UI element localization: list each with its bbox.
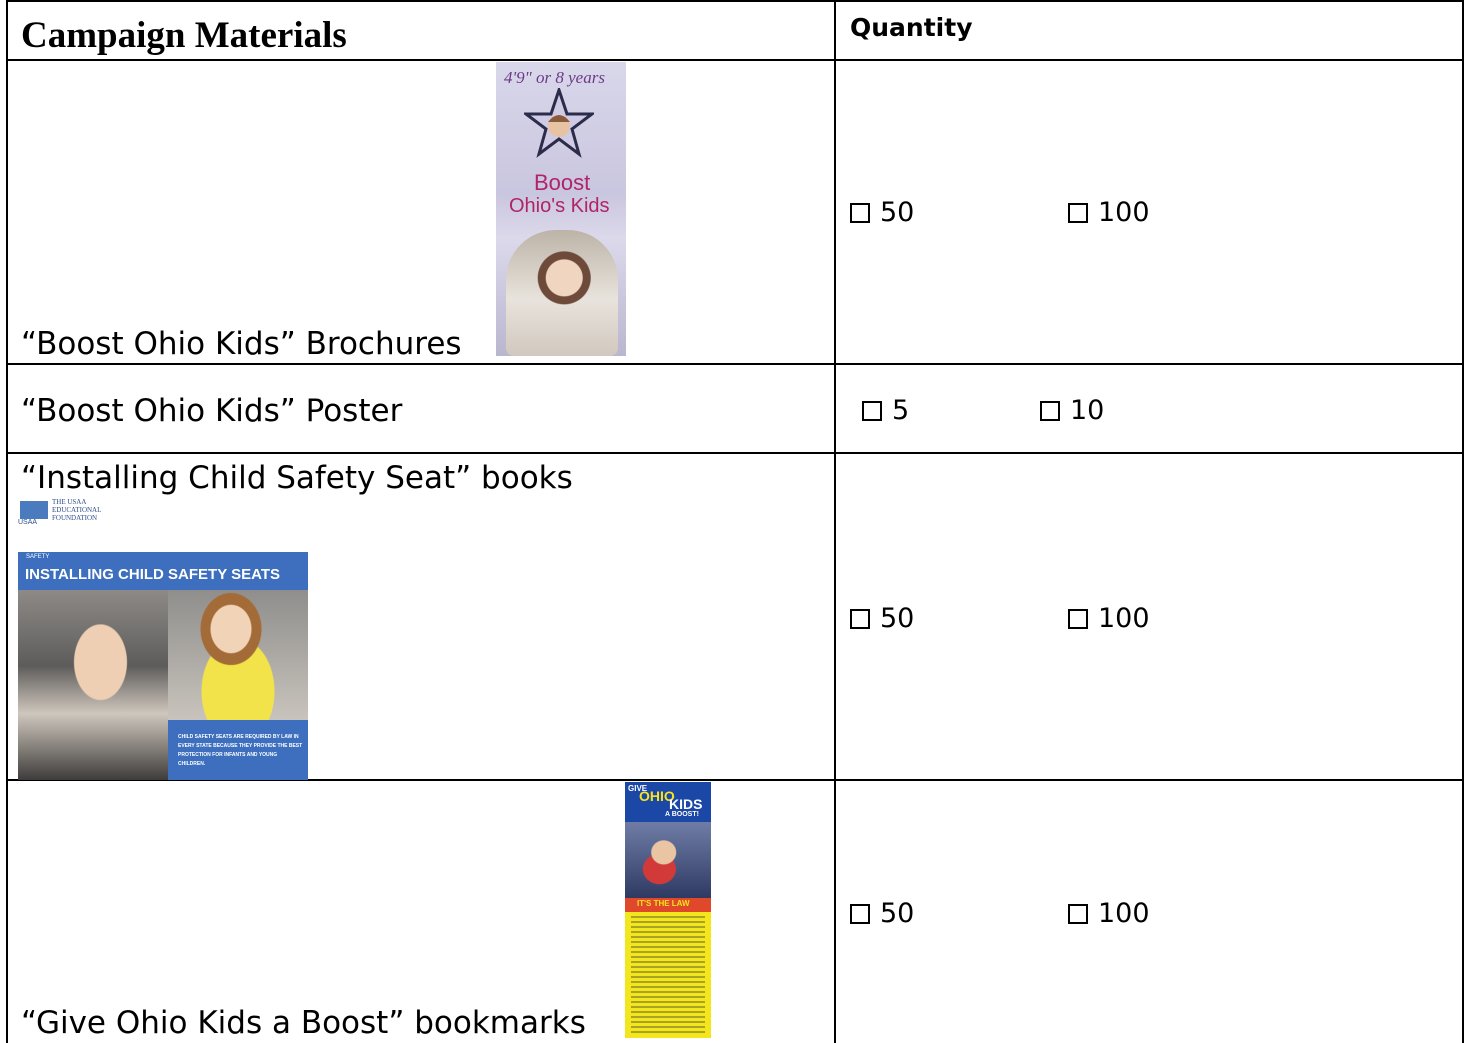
option-label: 5	[892, 395, 910, 426]
bookmark-image	[625, 782, 711, 1038]
checkbox-icon	[850, 904, 870, 924]
table-border-right	[1462, 0, 1464, 1043]
book-title: INSTALLING CHILD SAFETY SEATS	[25, 566, 281, 583]
safety-seat-books-label: “Installing Child Safety Seat” books	[21, 460, 573, 496]
bookmarks-qty-100-checkbox[interactable]	[1068, 898, 1150, 929]
brochure-title-ohio: Ohio's Kids	[509, 195, 610, 217]
row-divider	[6, 363, 1464, 365]
usaa-logo-icon	[20, 501, 48, 519]
materials-column-header: Campaign Materials	[21, 15, 347, 56]
books-qty-50-checkbox[interactable]	[850, 603, 914, 634]
checkbox-icon	[1068, 203, 1088, 223]
brochure-title-boost: Boost	[534, 170, 591, 195]
poster-qty-10-checkbox[interactable]	[1040, 395, 1104, 426]
checkbox-icon	[850, 609, 870, 629]
bookmarks-qty-50-checkbox[interactable]	[850, 898, 914, 929]
row-divider	[6, 59, 1464, 61]
bookmark-give: GIVE	[628, 784, 648, 793]
poster-label: “Boost Ohio Kids” Poster	[21, 393, 403, 429]
bookmark-law: IT'S THE LAW	[637, 899, 690, 908]
safety-seat-book-image	[18, 498, 308, 780]
book-tag: SAFETY	[26, 554, 50, 560]
bookmark-ohio: OHIO	[639, 788, 675, 804]
option-label: 50	[880, 197, 915, 228]
brochures-qty-50-checkbox[interactable]	[850, 197, 914, 228]
brochure-image	[496, 62, 626, 356]
checkbox-icon	[850, 203, 870, 223]
option-label: 50	[880, 898, 915, 929]
infant-seat-photo	[18, 590, 168, 780]
brochures-qty-100-checkbox[interactable]	[1068, 197, 1150, 228]
option-label: 50	[880, 603, 915, 634]
option-label: 100	[1098, 603, 1150, 634]
option-label: 100	[1098, 898, 1150, 929]
child-belt-photo	[168, 590, 308, 720]
option-label: 100	[1098, 197, 1150, 228]
brochures-label: “Boost Ohio Kids” Brochures	[21, 326, 462, 362]
bookmark-kids: KIDS	[669, 796, 703, 812]
brochure-top-text: 4'9" or 8 years	[504, 68, 605, 87]
poster-qty-5-checkbox[interactable]	[862, 395, 909, 426]
child-seatbelt-photo	[625, 822, 711, 898]
usaa-logo-text: USAA	[18, 519, 38, 526]
checkbox-icon	[862, 401, 882, 421]
bookmark-fine-print	[631, 916, 705, 1034]
book-caption: CHILD SAFETY SEATS ARE REQUIRED BY LAW IN EVERY STATE BECAUSE THEY PROVIDE THE BEST PROTECTION FOR INFANTS AND YOUNG CHILDREN.	[178, 734, 303, 767]
bookmark-a-boost: A BOOST!	[665, 811, 699, 818]
star-icon	[524, 88, 594, 158]
option-label: 10	[1070, 395, 1105, 426]
table-border-top	[6, 0, 1464, 2]
books-qty-100-checkbox[interactable]	[1068, 603, 1150, 634]
checkbox-icon	[1068, 609, 1088, 629]
foundation-logo-text: THE USAA EDUCATIONAL FOUNDATION	[52, 498, 102, 522]
table-border-left	[6, 0, 8, 1043]
checkbox-icon	[1068, 904, 1088, 924]
column-divider	[834, 0, 836, 1043]
row-divider	[6, 452, 1464, 454]
bookmarks-label: “Give Ohio Kids a Boost” bookmarks	[21, 1005, 586, 1041]
quantity-column-header: Quantity	[850, 13, 973, 42]
checkbox-icon	[1040, 401, 1060, 421]
child-in-seat-photo	[506, 230, 618, 356]
